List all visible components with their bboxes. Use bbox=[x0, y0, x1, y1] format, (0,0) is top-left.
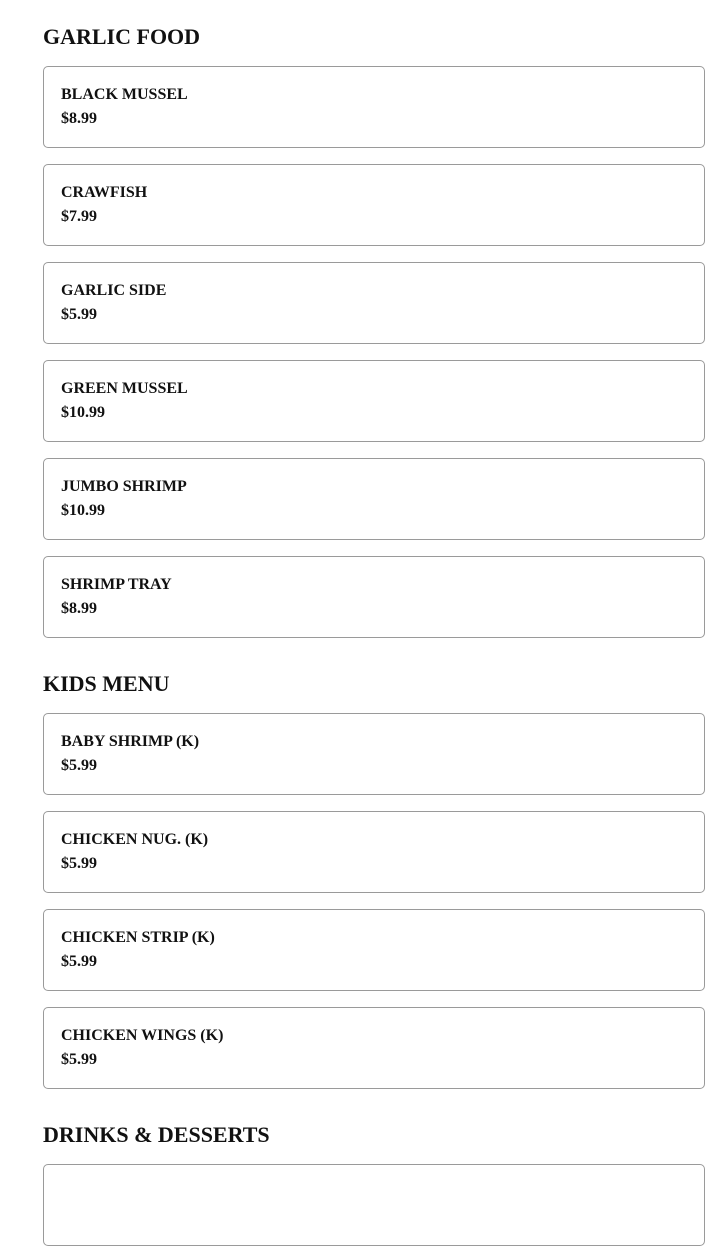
section-items bbox=[43, 713, 705, 1089]
section-items bbox=[43, 66, 705, 638]
item-name: JUMBO SHRIMP bbox=[61, 478, 187, 495]
item-price: $5.99 bbox=[61, 855, 97, 872]
menu-item-card[interactable] bbox=[43, 1007, 705, 1089]
item-name: SHRIMP TRAY bbox=[61, 576, 172, 593]
item-name: CRAWFISH bbox=[61, 184, 148, 201]
item-price: $5.99 bbox=[61, 306, 97, 323]
item-price: $5.99 bbox=[61, 1051, 97, 1068]
menu-item-card[interactable] bbox=[43, 66, 705, 148]
menu-item-card[interactable] bbox=[43, 811, 705, 893]
item-name: BABY SHRIMP (K) bbox=[61, 733, 200, 750]
item-name: BLACK MUSSEL bbox=[61, 86, 188, 103]
item-price: $10.99 bbox=[61, 502, 105, 519]
item-price: $5.99 bbox=[61, 757, 97, 774]
menu-item-card[interactable] bbox=[43, 262, 705, 344]
menu-section-drinks-desserts bbox=[43, 1120, 705, 1246]
item-name: CHICKEN NUG. (K) bbox=[61, 831, 209, 848]
item-price: $7.99 bbox=[61, 208, 97, 225]
item-name: CHICKEN STRIP (K) bbox=[61, 929, 215, 946]
menu-item-card[interactable] bbox=[43, 458, 705, 540]
section-title: DRINKS & DESSERTS bbox=[43, 1122, 270, 1147]
section-title: KIDS MENU bbox=[43, 671, 170, 696]
menu-item-card[interactable] bbox=[43, 360, 705, 442]
menu-item-card[interactable] bbox=[43, 164, 705, 246]
menu-section-garlic-food bbox=[43, 22, 705, 638]
item-price: $5.99 bbox=[61, 953, 97, 970]
menu-item-card-partial[interactable] bbox=[43, 1164, 705, 1246]
menu-item-card[interactable] bbox=[43, 909, 705, 991]
item-name: GARLIC SIDE bbox=[61, 282, 167, 299]
menu-section-kids-menu bbox=[43, 669, 705, 1089]
section-items bbox=[43, 1164, 705, 1246]
item-price: $8.99 bbox=[61, 110, 97, 127]
item-price: $10.99 bbox=[61, 404, 105, 421]
section-title: GARLIC FOOD bbox=[43, 24, 201, 49]
menu-item-card[interactable] bbox=[43, 556, 705, 638]
item-name: CHICKEN WINGS (K) bbox=[61, 1027, 224, 1044]
menu-list bbox=[43, 0, 705, 1246]
item-price: $8.99 bbox=[61, 600, 97, 617]
menu-item-card[interactable] bbox=[43, 713, 705, 795]
item-name: GREEN MUSSEL bbox=[61, 380, 188, 397]
